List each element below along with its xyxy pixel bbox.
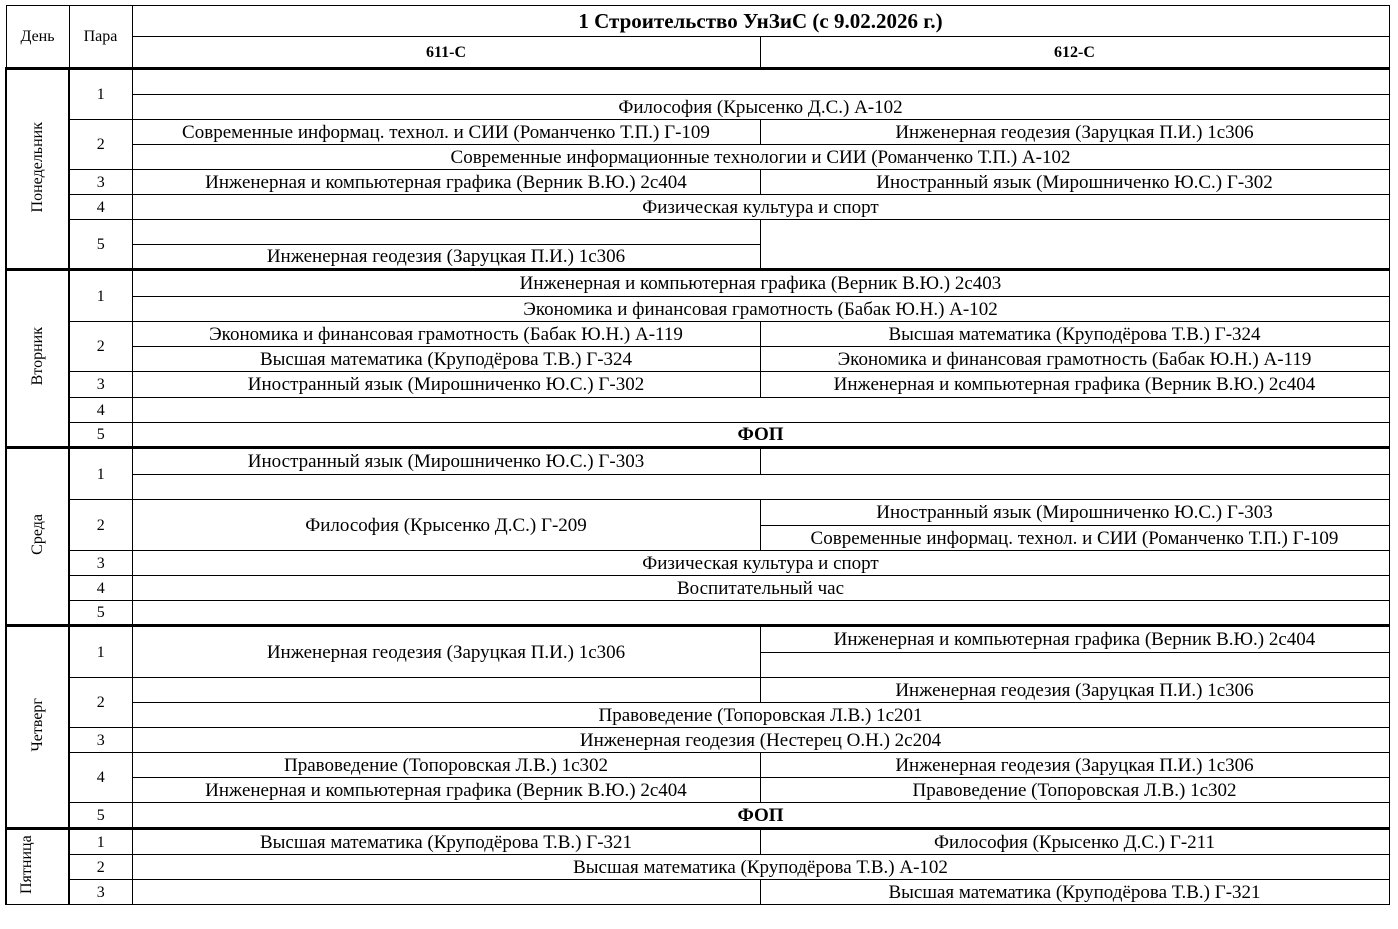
- lesson-cell: Инженерная геодезия (Заруцкая П.И.) 1с306: [760, 120, 1389, 145]
- lesson-cell: [760, 220, 1389, 270]
- group-header-612: 612-С: [760, 37, 1389, 69]
- day-name: Вторник: [28, 327, 46, 386]
- schedule-table: [5, 5, 1390, 905]
- lesson-cell: Высшая математика (Круподёрова Т.В.) А-102: [132, 855, 1389, 880]
- pair-number: 4: [69, 576, 132, 601]
- lesson-cell: Физическая культура и спорт: [132, 551, 1389, 576]
- pair-number: 2: [69, 120, 132, 170]
- day-cell-friday: [6, 829, 69, 905]
- lesson-cell: [132, 69, 1389, 95]
- day-name: Четверг: [28, 698, 46, 752]
- pair-number: 3: [69, 551, 132, 576]
- pair-number: 1: [69, 626, 132, 678]
- pair-number: 3: [69, 170, 132, 195]
- day-cell-monday: [6, 69, 69, 270]
- lesson-cell: [132, 398, 1389, 423]
- lesson-cell: [132, 678, 760, 703]
- group-header-611: 611-С: [132, 37, 760, 69]
- lesson-cell: Экономика и финансовая грамотность (Бабак Ю.Н.) А-102: [132, 297, 1389, 322]
- pair-number: 3: [69, 880, 132, 905]
- pair-number: 1: [69, 829, 132, 855]
- pair-number: 4: [69, 398, 132, 423]
- lesson-cell: [132, 475, 1389, 500]
- schedule-title: 1 Строительство УнЗиС (с 9.02.2026 г.): [132, 6, 1389, 37]
- day-cell-tuesday: [6, 270, 69, 448]
- day-column-header: День: [6, 6, 69, 69]
- lesson-cell: Инженерная и компьютерная графика (Верник В.Ю.) 2с404: [760, 626, 1389, 653]
- lesson-cell: Инженерная и компьютерная графика (Верник В.Ю.) 2с403: [132, 270, 1389, 297]
- lesson-cell: Иностранный язык (Мирошниченко Ю.С.) Г-302: [760, 170, 1389, 195]
- pair-number: 2: [69, 322, 132, 372]
- lesson-cell: Философия (Крысенко Д.С.) Г-209: [132, 500, 760, 551]
- lesson-cell: Иностранный язык (Мирошниченко Ю.С.) Г-303: [760, 500, 1389, 526]
- lesson-cell: Инженерная геодезия (Нестерец О.Н.) 2с204: [132, 728, 1389, 753]
- lesson-cell: Экономика и финансовая грамотность (Бабак Ю.Н.) А-119: [760, 347, 1389, 372]
- pair-number: 2: [69, 678, 132, 728]
- day-cell-wednesday: [6, 448, 69, 626]
- lesson-cell: Иностранный язык (Мирошниченко Ю.С.) Г-302: [132, 372, 760, 398]
- lesson-cell: ФОП: [132, 803, 1389, 829]
- lesson-cell: Высшая математика (Круподёрова Т.В.) Г-324: [132, 347, 760, 372]
- pair-number: 4: [69, 195, 132, 220]
- pair-number: 2: [69, 500, 132, 551]
- pair-column-header: Пара: [69, 6, 132, 69]
- day-name: Понедельник: [28, 121, 46, 213]
- pair-number: 1: [69, 69, 132, 120]
- pair-number: 1: [69, 270, 132, 322]
- pair-number: 1: [69, 448, 132, 500]
- lesson-cell: Философия (Крысенко Д.С.) А-102: [132, 95, 1389, 120]
- lesson-cell: Инженерная и компьютерная графика (Верник В.Ю.) 2с404: [132, 170, 760, 195]
- lesson-cell: Воспитательный час: [132, 576, 1389, 601]
- pair-number: 3: [69, 728, 132, 753]
- lesson-cell: Экономика и финансовая грамотность (Бабак Ю.Н.) А-119: [132, 322, 760, 347]
- lesson-cell: Физическая культура и спорт: [132, 195, 1389, 220]
- pair-number: 5: [69, 601, 132, 626]
- lesson-cell: Высшая математика (Круподёрова Т.В.) Г-324: [760, 322, 1389, 347]
- lesson-cell: Современные информац. технол. и СИИ (Романченко Т.П.) Г-109: [760, 526, 1389, 551]
- lesson-cell: Инженерная геодезия (Заруцкая П.И.) 1с306: [132, 626, 760, 678]
- lesson-cell: Высшая математика (Круподёрова Т.В.) Г-321: [132, 829, 760, 855]
- lesson-cell: Высшая математика (Круподёрова Т.В.) Г-321: [760, 880, 1389, 905]
- lesson-cell: Философия (Крысенко Д.С.) Г-211: [760, 829, 1389, 855]
- lesson-cell: ФОП: [132, 423, 1389, 448]
- lesson-cell: [132, 220, 760, 245]
- lesson-cell: Правоведение (Топоровская Л.В.) 1с302: [132, 753, 760, 778]
- day-name: Пятница: [17, 835, 35, 895]
- lesson-cell: Иностранный язык (Мирошниченко Ю.С.) Г-303: [132, 448, 760, 475]
- lesson-cell: [760, 653, 1389, 678]
- lesson-cell: Инженерная геодезия (Заруцкая П.И.) 1с306: [132, 245, 760, 270]
- day-name: Среда: [28, 514, 46, 555]
- lesson-cell: Современные информац. технол. и СИИ (Романченко Т.П.) Г-109: [132, 120, 760, 145]
- day-cell-thursday: [6, 626, 69, 829]
- pair-number: 5: [69, 803, 132, 829]
- lesson-cell: Инженерная геодезия (Заруцкая П.И.) 1с306: [760, 753, 1389, 778]
- lesson-cell: Правоведение (Топоровская Л.В.) 1с201: [132, 703, 1389, 728]
- lesson-cell: Инженерная и компьютерная графика (Верник В.Ю.) 2с404: [132, 778, 760, 803]
- lesson-cell: [132, 880, 760, 905]
- lesson-cell: Инженерная и компьютерная графика (Верник В.Ю.) 2с404: [760, 372, 1389, 398]
- lesson-cell: Инженерная геодезия (Заруцкая П.И.) 1с306: [760, 678, 1389, 703]
- pair-number: 5: [69, 423, 132, 448]
- pair-number: 5: [69, 220, 132, 270]
- lesson-cell: [760, 448, 1389, 475]
- lesson-cell: [132, 601, 1389, 626]
- lesson-cell: Правоведение (Топоровская Л.В.) 1с302: [760, 778, 1389, 803]
- pair-number: 3: [69, 372, 132, 398]
- pair-number: 2: [69, 855, 132, 880]
- pair-number: 4: [69, 753, 132, 803]
- lesson-cell: Современные информационные технологии и СИИ (Романченко Т.П.) А-102: [132, 145, 1389, 170]
